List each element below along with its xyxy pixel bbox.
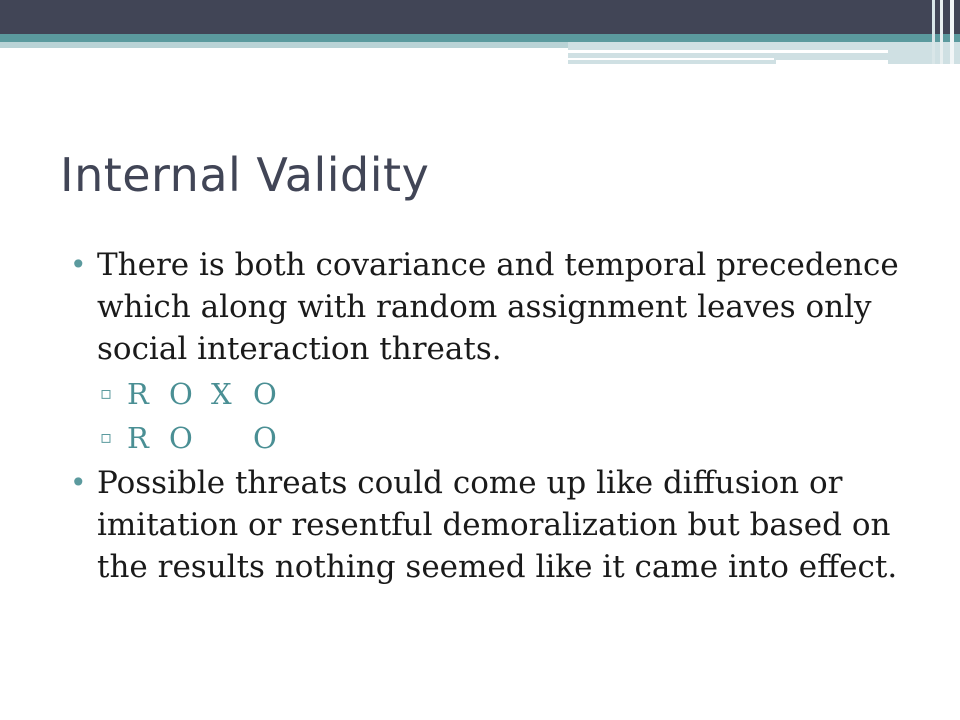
slide-title: Internal Validity [60, 148, 430, 202]
notation-token: R [127, 421, 149, 455]
square-bullet-icon: ▫ [100, 383, 113, 404]
bullet-dot-icon: • [70, 248, 87, 281]
top-banner-teal [0, 34, 960, 42]
tab-highlight-line [568, 50, 888, 53]
notation-token: X [211, 377, 232, 411]
notation-token: O [169, 421, 193, 455]
notation-row-control [70, 416, 930, 460]
tab-highlight-line [776, 60, 888, 64]
top-banner-tab [568, 42, 960, 64]
notation-token: O [253, 377, 277, 411]
notation-token: O [253, 421, 277, 455]
tab-highlight-line [568, 58, 774, 60]
design-notation-list [70, 372, 930, 460]
top-banner-dark [0, 0, 960, 34]
bullet-item [70, 244, 930, 370]
bullet-item [70, 462, 930, 588]
bullet-text: Possible threats could come up like diffusion or imitation or resentful demoralization but based on the results nothing seemed like it came into effect. [97, 465, 898, 585]
square-bullet-icon: ▫ [100, 427, 113, 448]
bullet-text: There is both covariance and temporal precedence which along with random assignment leaves only social interaction threats. [97, 247, 899, 367]
notation-token: O [169, 377, 193, 411]
edge-stripes [928, 0, 960, 64]
top-banner-light [0, 42, 568, 48]
notation-token: R [127, 377, 149, 411]
bullet-dot-icon: • [70, 466, 87, 499]
notation-row-treatment [70, 372, 930, 416]
slide-body [70, 244, 930, 588]
